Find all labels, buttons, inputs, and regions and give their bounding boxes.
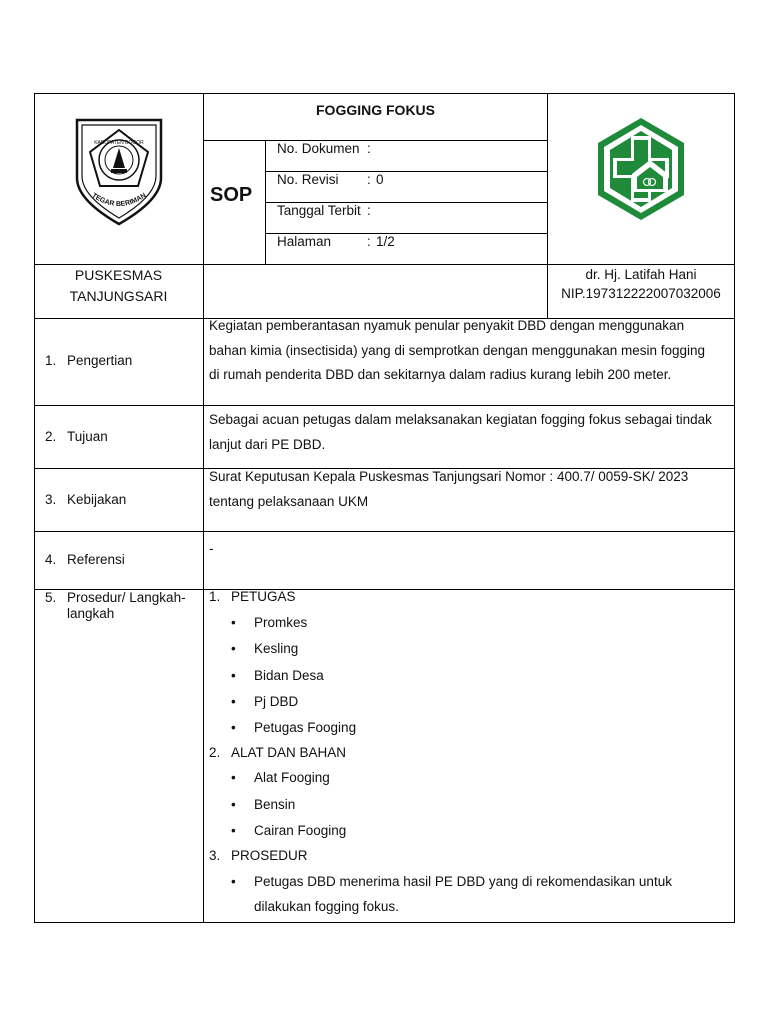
field-value-halaman: 1/2 (376, 234, 395, 249)
tujuan-line-1: Sebagai acuan petugas dalam melaksanakan kegiatan fogging fokus sebagai tindak (209, 412, 712, 427)
bullet-icon: • (231, 694, 236, 709)
section-number-4: 4. (45, 552, 57, 567)
section-label-referensi: Referensi (67, 552, 125, 567)
section-label-tujuan: Tujuan (67, 429, 108, 444)
list-item-continuation: dilakukan fogging fokus. (254, 899, 399, 914)
list-item: Promkes (254, 615, 308, 630)
bullet-icon: • (231, 641, 236, 656)
referensi-line-1: - (209, 541, 214, 556)
field-sep-no-revisi: : (367, 172, 371, 187)
field-label-no-dokumen: No. Dokumen (277, 141, 360, 156)
pengertian-line-3: di rumah penderita DBD dan sekitarnya dalam radius kurang lebih 200 meter. (209, 367, 672, 382)
list-item: Kesling (254, 641, 299, 656)
bullet-icon: • (231, 770, 236, 785)
tujuan-line-2: lanjut dari PE DBD. (209, 437, 326, 452)
procedure-group-number-3: 3. (209, 848, 221, 863)
document-title: FOGGING FOKUS (316, 102, 435, 118)
bullet-icon: • (231, 615, 236, 630)
section-label-kebijakan: Kebijakan (67, 492, 127, 507)
section-label-pengertian: Pengertian (67, 353, 133, 368)
bullet-icon: • (231, 720, 236, 735)
list-item: Cairan Fooging (254, 823, 347, 838)
procedure-group-title-petugas: PETUGAS (231, 589, 296, 604)
procedure-group-number-2: 2. (209, 745, 221, 760)
regional-crest-logo (72, 116, 166, 228)
list-item: Alat Fooging (254, 770, 330, 785)
field-label-halaman: Halaman (277, 234, 332, 249)
bullet-icon: • (231, 874, 236, 889)
procedure-group-title-alat-dan-bahan: ALAT DAN BAHAN (231, 745, 347, 760)
org-name-line2: TANJUNGSARI (69, 288, 168, 304)
org-name-line1: PUSKESMAS (74, 267, 163, 283)
svg-text:KABUPATEN BOGOR: KABUPATEN BOGOR (94, 140, 144, 146)
list-item: Petugas DBD menerima hasil PE DBD yang di rekomendasikan untuk (254, 874, 672, 889)
procedure-group-title-prosedur: PROSEDUR (231, 848, 308, 863)
section-number-1: 1. (45, 353, 57, 368)
pengertian-line-1: Kegiatan pemberantasan nyamuk penular penyakit DBD dengan menggunakan (209, 318, 685, 333)
kebijakan-line-2: tentang pelaksanaan UKM (209, 494, 369, 509)
field-sep-tanggal-terbit: : (367, 203, 371, 218)
svg-text:TEGAR BERIMAN: TEGAR BERIMAN (90, 192, 148, 209)
bullet-icon: • (231, 823, 236, 838)
list-item: Petugas Fooging (254, 720, 357, 735)
procedure-group-number-1: 1. (209, 589, 221, 604)
field-sep-halaman: : (367, 234, 371, 249)
bullet-icon: • (231, 797, 236, 812)
kebijakan-line-1: Surat Keputusan Kepala Puskesmas Tanjungsari Nomor : 400.7/ 0059-SK/ 2023 (209, 469, 689, 484)
puskesmas-logo (594, 116, 688, 222)
field-label-no-revisi: No. Revisi (277, 172, 339, 187)
section-number-2: 2. (45, 429, 57, 444)
list-item: Bensin (254, 797, 296, 812)
signer-nip: NIP.197312222007032006 (561, 286, 721, 301)
section-label-prosedur-line1: Prosedur/ Langkah- (67, 590, 186, 605)
field-value-no-revisi: 0 (376, 172, 384, 187)
pengertian-line-2: bahan kimia (insectisida) yang di semprotkan dengan menggunakan mesin fogging (209, 343, 706, 358)
list-item: Bidan Desa (254, 668, 324, 683)
bullet-icon: • (231, 668, 236, 683)
field-sep-no-dokumen: : (367, 141, 371, 156)
field-label-tanggal-terbit: Tanggal Terbit (277, 203, 361, 218)
section-number-3: 3. (45, 492, 57, 507)
signer-name: dr. Hj. Latifah Hani (585, 267, 697, 282)
section-number-5: 5. (45, 590, 57, 605)
section-label-prosedur-line2: langkah (67, 606, 115, 621)
sop-label: SOP (210, 184, 253, 206)
list-item: Pj DBD (254, 694, 299, 709)
